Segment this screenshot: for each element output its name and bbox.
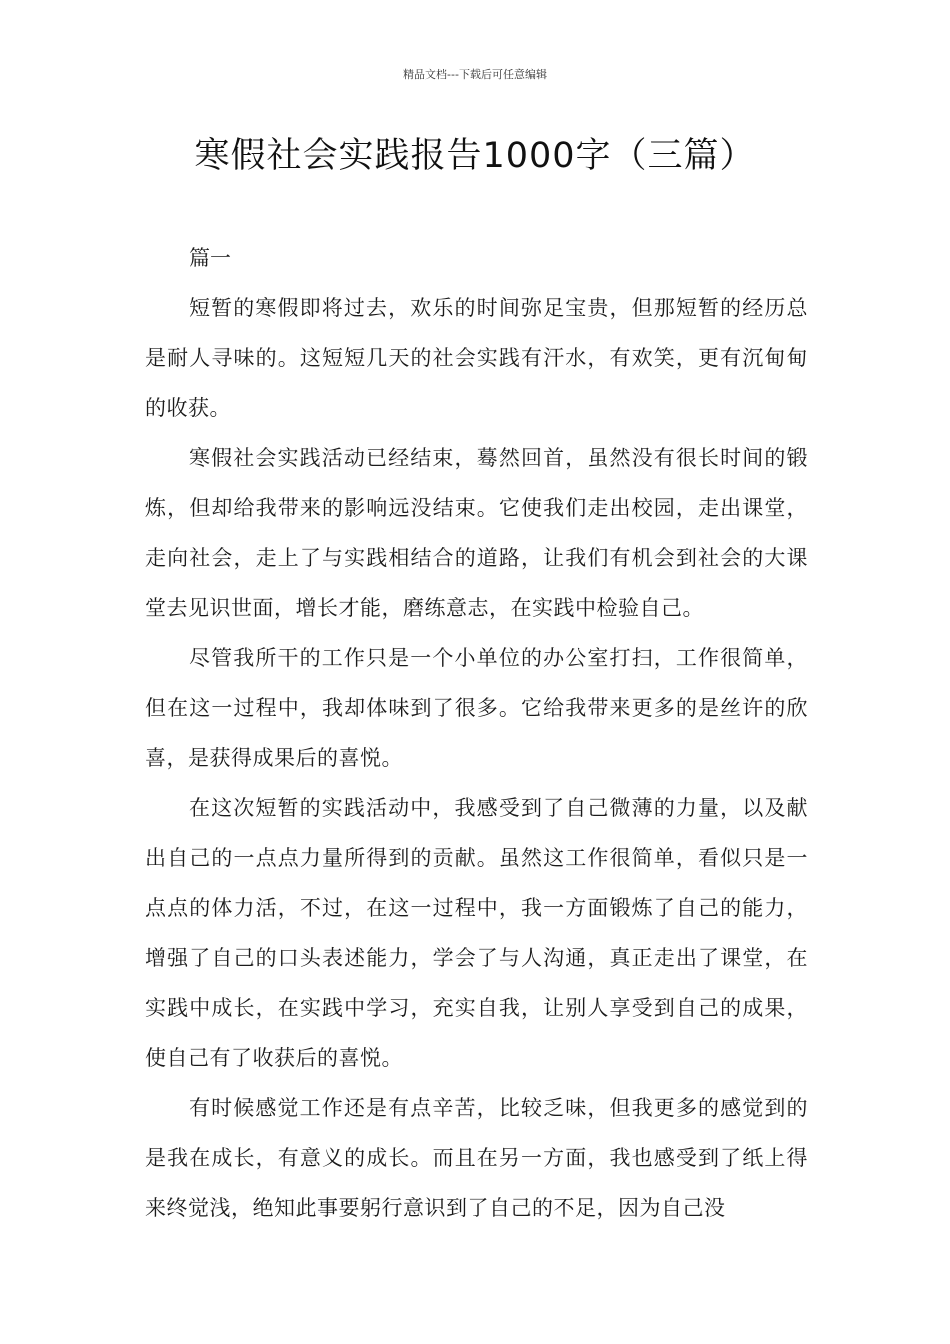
paragraph: 寒假社会实践活动已经结束，蓦然回首，虽然没有很长时间的锻炼，但却给我带来的影响远没结束。它使我们走出校园，走出课堂，走向社会，走上了与实践相结合的道路，让我们有机会到社会的大课堂去见识世面，增长才能，磨练意志，在实践中检验自己。 — [145, 446, 808, 620]
paragraph: 有时候感觉工作还是有点辛苦，比较乏味，但我更多的感觉到的是我在成长，有意义的成长。而且在另一方面，我也感受到了纸上得来终觉浅，绝知此事要躬行意识到了自己的不足，因为自己没 — [145, 1096, 808, 1220]
document-body — [145, 233, 808, 1233]
document-title: 寒假社会实践报告1000字（三篇） — [194, 136, 756, 176]
paragraph: 在这次短暂的实践活动中，我感受到了自己微薄的力量，以及献出自己的一点点力量所得到的贡献。虽然这工作很简单，看似只是一点点的体力活，不过，在这一过程中，我一方面锻炼了自己的能力，增强了自己的口头表述能力，学会了与人沟通，真正走出了课堂，在实践中成长，在实践中学习，充实自我，让别人享受到自己的成果，使自己有了收获后的喜悦。 — [145, 796, 808, 1070]
header-note: 精品文档---下载后可任意编辑 — [403, 68, 547, 81]
paragraph: 短暂的寒假即将过去，欢乐的时间弥足宝贵，但那短暂的经历总是耐人寻味的。这短短几天的社会实践有汗水，有欢笑，更有沉甸甸的收获。 — [145, 296, 808, 420]
paragraph: 尽管我所干的工作只是一个小单位的办公室打扫，工作很简单，但在这一过程中，我却体味到了很多。它给我带来更多的是丝许的欣喜，是获得成果后的喜悦。 — [145, 646, 808, 770]
section-label: 篇一 — [189, 246, 231, 270]
